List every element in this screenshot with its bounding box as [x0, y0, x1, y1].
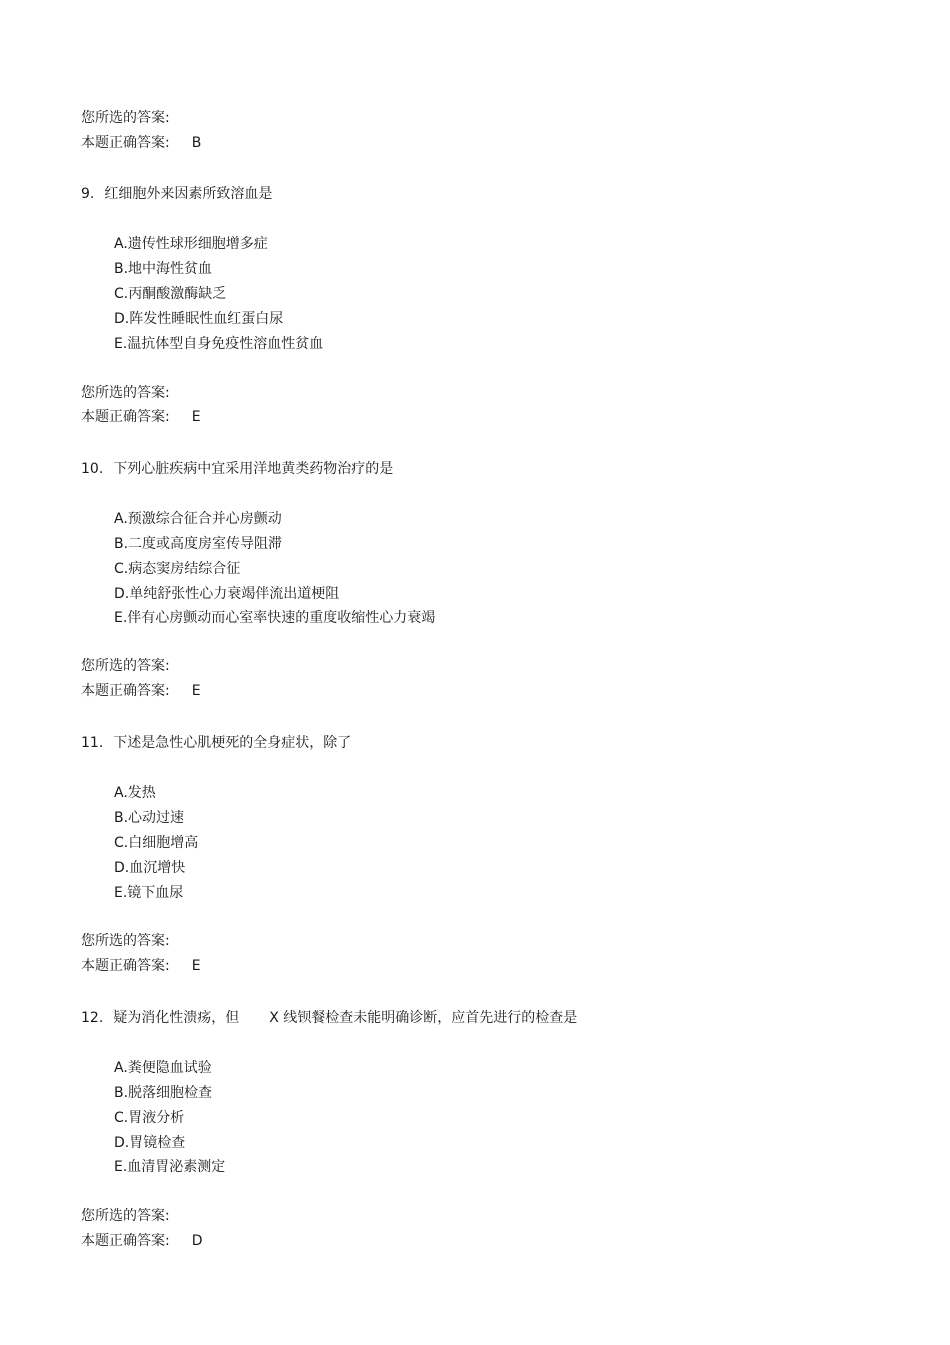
option: B.地中海性贫血 — [114, 261, 213, 277]
question-text-part-2: X 线钡餐检查未能明确诊断，应首先进行的检查是 — [269, 1010, 578, 1026]
option: D.血沉增快 — [114, 860, 186, 876]
option: E.镜下血尿 — [114, 885, 184, 901]
question-12 — [81, 1009, 577, 1027]
your-answer-label: 您所选的答案: — [81, 385, 170, 401]
your-answer-row — [81, 1207, 170, 1225]
option: C.胃液分析 — [114, 1110, 185, 1126]
question-11 — [81, 734, 351, 752]
your-answer-label: 您所选的答案: — [81, 933, 170, 949]
correct-answer-row — [81, 957, 201, 975]
correct-answer-row — [81, 134, 201, 152]
correct-answer-value: E — [191, 958, 201, 974]
question-number: 11. — [81, 735, 104, 751]
correct-answer-row — [81, 408, 201, 426]
question-number: 12. — [81, 1010, 104, 1026]
option: B.心动过速 — [114, 810, 185, 826]
option: B.脱落细胞检查 — [114, 1085, 213, 1101]
option: C.白细胞增高 — [114, 835, 199, 851]
correct-answer-value: E — [191, 409, 201, 425]
correct-answer-label: 本题正确答案: — [81, 1233, 170, 1249]
option: E.温抗体型自身免疫性溶血性贫血 — [114, 336, 324, 352]
option: C.病态窦房结综合征 — [114, 561, 241, 577]
question-9 — [81, 185, 272, 203]
your-answer-label: 您所选的答案: — [81, 1208, 170, 1224]
option: A.预激综合征合并心房颤动 — [114, 511, 282, 527]
correct-answer-value: B — [191, 135, 202, 151]
your-answer-row — [81, 932, 170, 950]
option: E.伴有心房颤动而心室率快速的重度收缩性心力衰竭 — [114, 610, 436, 626]
correct-answer-value: E — [191, 683, 201, 699]
correct-answer-label: 本题正确答案: — [81, 135, 170, 151]
option: E.血清胃泌素测定 — [114, 1159, 226, 1175]
your-answer-row — [81, 384, 170, 402]
your-answer-row — [81, 657, 170, 675]
correct-answer-label: 本题正确答案: — [81, 409, 170, 425]
option: C.丙酮酸激酶缺乏 — [114, 286, 227, 302]
option: B.二度或高度房室传导阻滞 — [114, 536, 283, 552]
question-text: 红细胞外来因素所致溶血是 — [104, 186, 273, 202]
your-answer-row — [81, 109, 170, 127]
question-number: 9. — [81, 186, 95, 202]
option: D.单纯舒张性心力衰竭伴流出道梗阻 — [114, 586, 340, 602]
your-answer-label: 您所选的答案: — [81, 658, 170, 674]
question-text: 下列心脏疾病中宜采用洋地黄类药物治疗的是 — [113, 461, 394, 477]
correct-answer-label: 本题正确答案: — [81, 958, 170, 974]
correct-answer-label: 本题正确答案: — [81, 683, 170, 699]
question-10 — [81, 460, 393, 478]
correct-answer-value: D — [191, 1233, 203, 1249]
option: D.阵发性睡眠性血红蛋白尿 — [114, 311, 284, 327]
option: A.遗传性球形细胞增多症 — [114, 236, 268, 252]
question-number: 10. — [81, 461, 104, 477]
question-text: 下述是急性心肌梗死的全身症状，除了 — [113, 735, 352, 751]
correct-answer-row — [81, 1232, 203, 1250]
correct-answer-row — [81, 682, 201, 700]
option: D.胃镜检查 — [114, 1135, 186, 1151]
question-text-part-1: 疑为消化性溃疡，但 — [113, 1010, 240, 1026]
option: A.发热 — [114, 785, 156, 801]
your-answer-label: 您所选的答案: — [81, 110, 170, 126]
option: A.粪便隐血试验 — [114, 1060, 212, 1076]
